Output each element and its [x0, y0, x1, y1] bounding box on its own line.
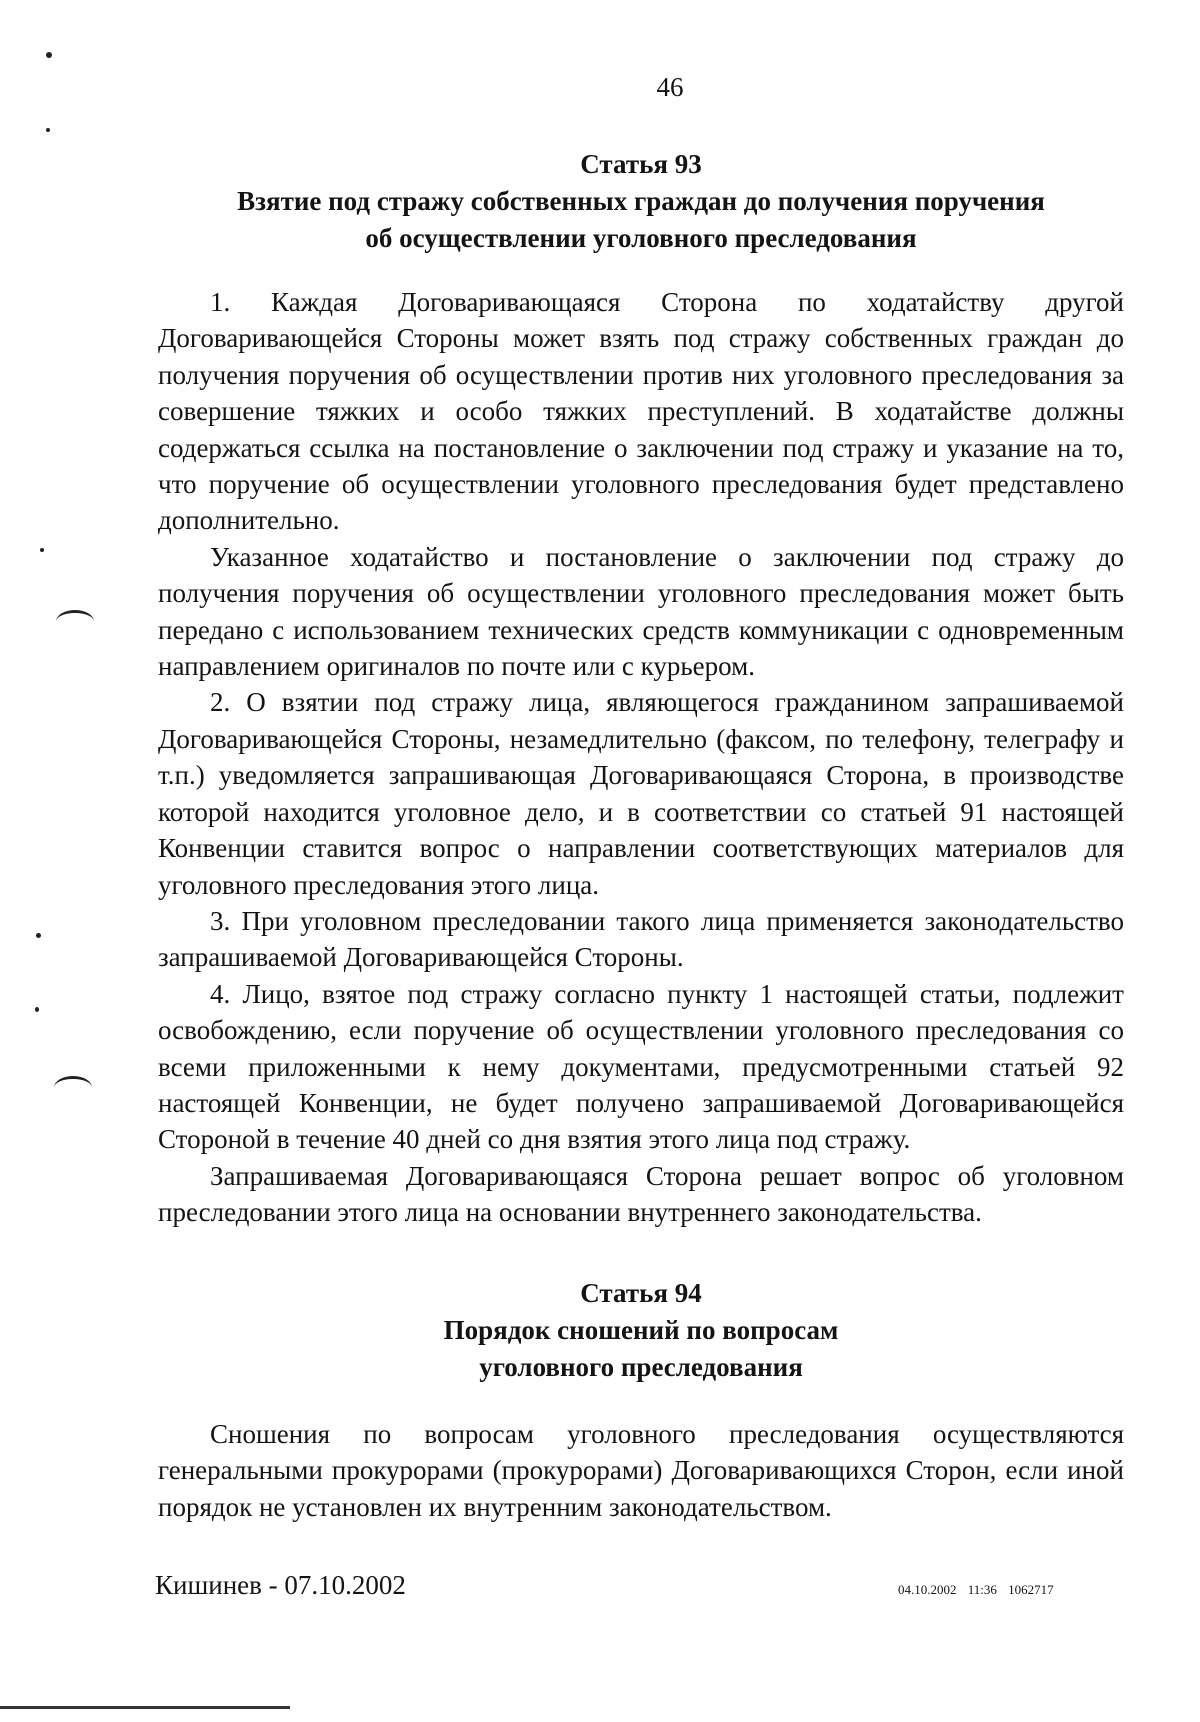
paragraph: Сношения по вопросам уголовного преследования осуществляются генеральными прокурорами (прокурорами) Договаривающихся Сторон, если иной порядок не установлен их внутренним законодательством.: [158, 1419, 1124, 1522]
paragraph: 4. Лицо, взятое под стражу согласно пункту 1 настоящей статьи, подлежит освобождению, если поручение об осуществлении уголовного преследования со всеми приложенными к нему документами, предусмотренными статьей 92 настоящей Конвенции, не будет получено запрашиваемой Договаривающейся Стороной в течение 40 дней со дня взятия этого лица под стражу.: [158, 978, 1124, 1155]
scan-mark: [54, 1076, 92, 1099]
article-93-body: [158, 284, 1124, 1231]
scan-speck: [46, 52, 52, 58]
footer-stamp: 04.10.2002 11:36 1062717: [898, 1582, 1054, 1597]
scan-edge-line: [0, 1706, 290, 1709]
paragraph: 2. О взятии под стражу лица, являющегося гражданином запрашиваемой Договаривающейся Стороны, незамедлительно (факсом, по телефону, телеграфу и т.п.) уведомляется запрашивающая Договаривающаяся Сторона, в производстве которой находится уголовное дело, и в соответствии со статьей 91 настоящей Конвенции ставится вопрос о направлении соответствующих материалов для уголовного преследования этого лица.: [158, 687, 1124, 900]
article-94-title-line: Порядок сношений по вопросам: [443, 1315, 839, 1345]
article-93-title-line: Взятие под стражу собственных граждан до получения поручения: [237, 186, 1045, 216]
page-number: 46: [656, 72, 684, 102]
scan-mark: [56, 610, 94, 633]
article-93-number: Статья 93: [580, 149, 702, 179]
article-94-heading: [0, 1275, 1200, 1386]
article-94-number: Статья 94: [580, 1278, 702, 1308]
scan-speck: [35, 1007, 39, 1012]
article-93-title-line: об осуществлении уголовного преследования: [365, 223, 917, 253]
article-93-heading: [0, 146, 1200, 257]
paragraph: Указанное ходатайство и постановление о заключении под стражу до получения поручения об осуществлении уголовного преследования может быть передано с использованием технических средств коммуникации с одновременным направлением оригиналов по почте или с курьером.: [158, 541, 1124, 682]
paragraph: 3. При уголовном преследовании такого лица применяется законодательство запрашиваемой Договаривающейся Стороны.: [158, 905, 1124, 973]
scan-speck: [40, 548, 44, 552]
paragraph: 1. Каждая Договаривающаяся Сторона по ходатайству другой Договаривающейся Стороны может взять под стражу собственных граждан до получения поручения об осуществлении против них уголовного преследования за совершение тяжких и особо тяжких преступлений. В ходатайстве должны содержаться ссылка на постановление о заключении под стражу и указание на то, что поручение об осуществлении уголовного преследования будет представлено дополнительно.: [158, 287, 1124, 536]
paragraph: Запрашиваемая Договаривающаяся Сторона решает вопрос об уголовном преследовании этого лица на основании внутреннего законодательства.: [158, 1160, 1124, 1228]
article-94-title-line: уголовного преследования: [479, 1352, 803, 1382]
scan-speck: [36, 933, 41, 938]
footer-place-date: Кишинев - 07.10.2002: [155, 1570, 406, 1600]
scan-speck: [46, 128, 50, 132]
article-94-body: [158, 1416, 1124, 1525]
